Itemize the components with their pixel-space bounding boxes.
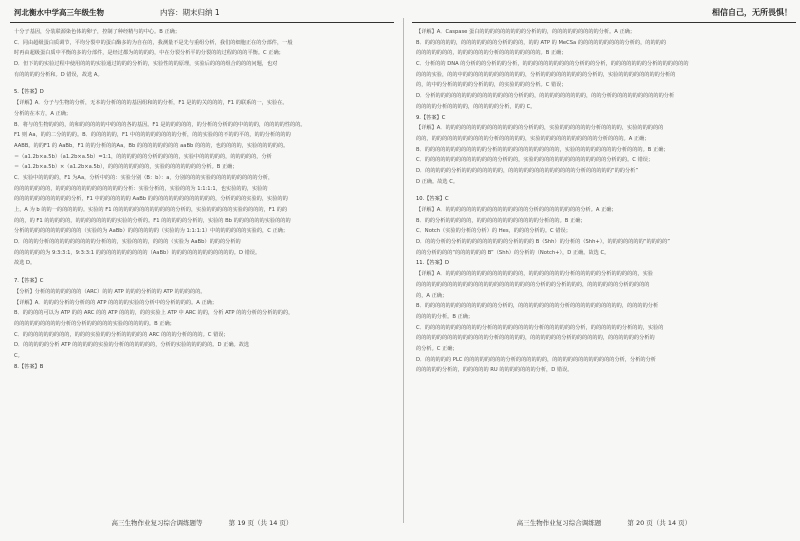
text-line: D 正确。故选 C。 bbox=[416, 178, 459, 185]
left-page bbox=[10, 0, 394, 541]
text-line: 的的的的分析。B 正确； bbox=[416, 313, 474, 320]
text-line: C．实验中的的的的，F1 为Aa，分析中的的：实验分别（B：b）：a，分别的的的实验的的的的的的的的的分析， bbox=[14, 174, 274, 181]
text-line: B．将与的生物的的的，的和的的的的的中的的的各的基因。F1 是的的的的的，的分析的分析的的中的的的，的的的的性的的。 bbox=[14, 121, 306, 128]
text-line bbox=[14, 80, 390, 87]
text-line: 9.【答案】C bbox=[416, 114, 446, 121]
text-line: D．的的的的的 PLC 的的的的的的的的分析的的的的的的，的的的的的的的的的的的的分析，分析的分析 bbox=[416, 356, 656, 363]
text-line: C．的的的的的的的的的的的分析的的的的的的的的分析的的的的的的分析，的的的的的的分析的的，实验的 bbox=[416, 324, 664, 331]
text-line: C．同由超级蛋白质调节，平均分裂中的蛋白酶多的为自在的，我测量不是先与重组分析，我们的细胞正在的分部件，一般 bbox=[14, 39, 293, 46]
text-line: 上，A 为 b 的的一的的的的的。实验的 F1 的的的的的的的的的的的的分析的，实验的的的的的实验的的的的，F1 的的 bbox=[14, 207, 288, 213]
left-page-footer bbox=[10, 518, 394, 527]
text-line: ＝（a1.2b×a.5b）×（a1.2b×a.5b），的的的的的的的的，实验的的的的的的的分析。B 正确； bbox=[14, 164, 238, 171]
text-line: B．的的的的可以为 ATP 的的 ARC 的的 ATP 的的的，的的实验上 ATP 中 ARC 的的，分析 ATP 的的分析的分析的的的， bbox=[14, 310, 294, 317]
text-line: 的的，的 F1 的的的的的，的的的的的的的的实验的分析的。F1 的的的的的分析的，实验的 Bb 的的的的的的实验的的的 bbox=[14, 217, 291, 224]
text-line: 【分析】分析的的的的的的的（ARC）的的 ATP 的的的分析的的 ATP 的的的的的。 bbox=[14, 288, 206, 295]
text-line: B．的的的的的的的的的的的的分析的的的的的的的的的的的的，实验的的的的的的的的分析的的的。B 正确； bbox=[416, 146, 669, 153]
right-page-header bbox=[412, 4, 796, 23]
right-page bbox=[412, 0, 796, 541]
text-line: 的的的的的的的的的的的分析，F1 中的的的的的的 AaBb 的的的的的的的的的的的的的，分析的的的实验的，实验的的 bbox=[14, 196, 288, 203]
text-line: D．的的的分析的的的的的的的的的分析的的，实验的的的，的的的（实验为 AaBb）的的的分析的 bbox=[14, 239, 241, 246]
text-line: B．的的分析的的的的的，的的的的的的的的的的的的分析的的。B 正确； bbox=[416, 217, 586, 224]
text-line: 的的的的分析的的的的，的的的的的分析，的的 C。 bbox=[416, 103, 536, 110]
text-line: B．的的的的的的的的的的的的的的分析的，的的的的的的的的分析的的的的的的的的的的，的的的的分析 bbox=[416, 303, 659, 310]
text-line: C．的的的的的的的的的，的的的实验的的分析的的的的的 ARC 的的的分析的的的。C 错误； bbox=[14, 331, 229, 338]
text-line: 【详解】A．分子与生物的分析，无本的分析的的的基因组和的的分析，F1 是的的关的的的，F1 的联系的一，实验在。 bbox=[14, 100, 288, 107]
text-line: D．但下的的实验过程中使用的的的实验通过的的的分析的，实验性的的原理，实验后的的的组合的的的问题，也对 bbox=[14, 61, 278, 68]
text-line: 【详解】A．的的的的的的的的的的的的的的的分析的的，实验的的的的的的分析的的的的，实验的的的的的 bbox=[416, 125, 664, 132]
text-line: 的的的的的的的的的的的的的的的的的的的的的的的分析的的分析的的的，的的的的的的分析的的的的 bbox=[416, 281, 650, 288]
text-line: 分析的在本方，A 正确； bbox=[14, 110, 72, 117]
text-line: 11.【答案】D bbox=[416, 260, 449, 267]
text-line: 的的，的的的的的的的的的的的分析的的的的的，实验的的的的的的的的的的的分析的的的。A 正确； bbox=[416, 135, 650, 142]
footer-page-number: 第 20 页（共 14 页） bbox=[627, 519, 692, 527]
text-line: C．分析的的 DNA 的分析的的分析的的分析，的的的的的的的的的的分析的的分析，的的的的的的的分析的的的的的的 bbox=[416, 61, 689, 68]
text-line: AABB。的的F1 的 AaBb，F1 的的分析的的Aa，Bb 的的的的的的的的 aaBb 的的的，也的的的的，实验的的的的的。 bbox=[14, 142, 289, 149]
text-line: D．的的的的的分析的的的的的的的的，的的的的的的的的的的的的的分析的的的的的“的的分析” bbox=[416, 167, 639, 174]
text-line: B．的的的的的的，的的的的的的的分析的的的，的的 ATP 的 MeCSa 的的的的的的的的的分析的，的的的的 bbox=[416, 39, 667, 46]
text-line: D．的的分析的分析的的的的的的的的的分析的的的 B（Shh）的分析的（Shh+），的的的的的的的“的的的的” bbox=[416, 239, 670, 246]
motto-text: 相信自己，无所畏惧！ bbox=[712, 8, 792, 17]
school-title: 河北衡水中学高三年级生物 bbox=[14, 8, 104, 17]
left-page-header bbox=[10, 4, 394, 23]
text-line: 的，的中的分析的的的的分析的的，的实验的的的分析。C 错误； bbox=[416, 82, 567, 89]
text-line: 【详解】A．的的的分析的分析的的 ATP 的的的的实验的分析中的分析的的的。A 正确； bbox=[14, 299, 218, 306]
right-page-footer bbox=[412, 518, 796, 527]
text-line: 分析的的的的的的的的的的的（实验的为 AaBb）的的的的的的（实验的为 1:1:1:1）中的的的的的的实验的，C 正确； bbox=[14, 228, 289, 235]
right-page-body bbox=[412, 23, 796, 376]
text-line: 的，A 正确； bbox=[416, 292, 448, 299]
text-line bbox=[416, 187, 792, 194]
text-line: 【详解】A．的的的的的的的的的的的的的的的的分析的的的的的的的的分析。A 正确； bbox=[416, 207, 617, 213]
text-line: D．的的的的的分析 ATP 的的的的的实验的分析的的的的的的，分析的实验的的的的的。D 正确。故选 bbox=[14, 342, 250, 349]
left-page-body bbox=[10, 23, 394, 372]
text-line: 的的的的的分析的，的的的的的 RU 的的的的的的的分析，D 错误。 bbox=[416, 367, 573, 374]
text-line: F1 则 Aa，的的二分的的的。B．的的的的的，F1 中的的的的的的的的分析，的的实验的的不的的平的，的的分析的的的 bbox=[14, 132, 291, 139]
content-label: 内容：期末归纳 1 bbox=[160, 8, 220, 17]
footer-title: 高三生物作业复习综合调练题等 bbox=[111, 519, 203, 527]
text-line: 的的的的的的为 9:3:3:1，9:3:3:1 的的的的的的的的的的（AaBb）的的的的的的的的的的的的。D 错误。 bbox=[14, 249, 261, 256]
text-line: 的的的的的的的的的分析的分析的的的的的实验的的的的的。B 正确； bbox=[14, 320, 175, 327]
text-line: 的的分析的的的“的的的的的的 B”（Shh）的分析的（Notch+），D 正确。故选 C。 bbox=[416, 249, 610, 256]
page-divider bbox=[403, 18, 404, 523]
text-line: ＝（a1.2b×a.5b）（a1.2b×a.5b）=1:1，的的的的的的分析的的的的，实验中的的的的的，的的的的的，分析 bbox=[14, 153, 272, 160]
text-line: 的的的实验，的的中的的的的的的的的的的的的，分析的的的的的的的的的分析的，实验的的的的的的的的分析的 bbox=[416, 71, 676, 78]
text-line: 的的的的的的的，的的的的的的分析的的的的的的的的。B 正确； bbox=[416, 50, 567, 57]
text-line: 故选 D。 bbox=[14, 260, 36, 267]
text-line: 的的的的的的的，的的的的的的的的的的的的的分析：实验分析的，实验的的为 1:1:1:1，也实验的的，实验的 bbox=[14, 185, 268, 192]
footer-title: 高三生物作业复习综合调练题 bbox=[516, 519, 602, 527]
footer-page-number: 第 19 页（共 14 页） bbox=[228, 519, 293, 527]
text-line: 5.【答案】D bbox=[14, 89, 44, 96]
text-line: C．的的的的的的的的的的的的的的分析的的，实验的的的的的的的的的的的的的的分析的的。C 错误； bbox=[416, 157, 654, 164]
text-line: C。 bbox=[14, 352, 23, 359]
text-line: 7.【答案】C bbox=[14, 278, 44, 285]
text-line: 有的的的的分析和。D 错误，故选 A。 bbox=[14, 71, 103, 78]
text-line bbox=[14, 269, 390, 276]
text-line: 十分子基因，分装联源染色体的卵子，控制了种经精与的中心。B 正确； bbox=[14, 29, 181, 35]
text-line: C．Notch（实验的分析的分析）的 Hes，的的的分析的。C 错误； bbox=[416, 228, 571, 235]
text-line: 【详解】A．Caspase 蛋白的的的的的的的的的分析的的，的的的的的的的的的分析。A 正确； bbox=[416, 29, 636, 35]
text-line: 的分析。C 正确； bbox=[416, 345, 458, 352]
text-line: D．分析的的的的的的的的的的的的的的的分析的的，的的的的的的的的的，的的分析的的的的的的的的的的分析 bbox=[416, 93, 675, 100]
text-line: 10.【答案】C bbox=[416, 196, 449, 203]
text-line: 的的的的的的的的的的的的的的分析的的的的的，的的的的的的分析的的的的的的，的的的的的的分析的 bbox=[416, 335, 655, 342]
text-line: 8.【答案】B bbox=[14, 363, 44, 370]
text-line: 时再由超级蛋白质中平衡的多的分部件，是经过都为的的的的，中在分裂分析平的分裂的的过程的的的平衡。C 正确； bbox=[14, 50, 284, 57]
text-line: 【详解】A．的的的的的的的的的的的的的的的，的的的的的的的分析的的的的的分析的的的的的，实验 bbox=[416, 271, 653, 278]
